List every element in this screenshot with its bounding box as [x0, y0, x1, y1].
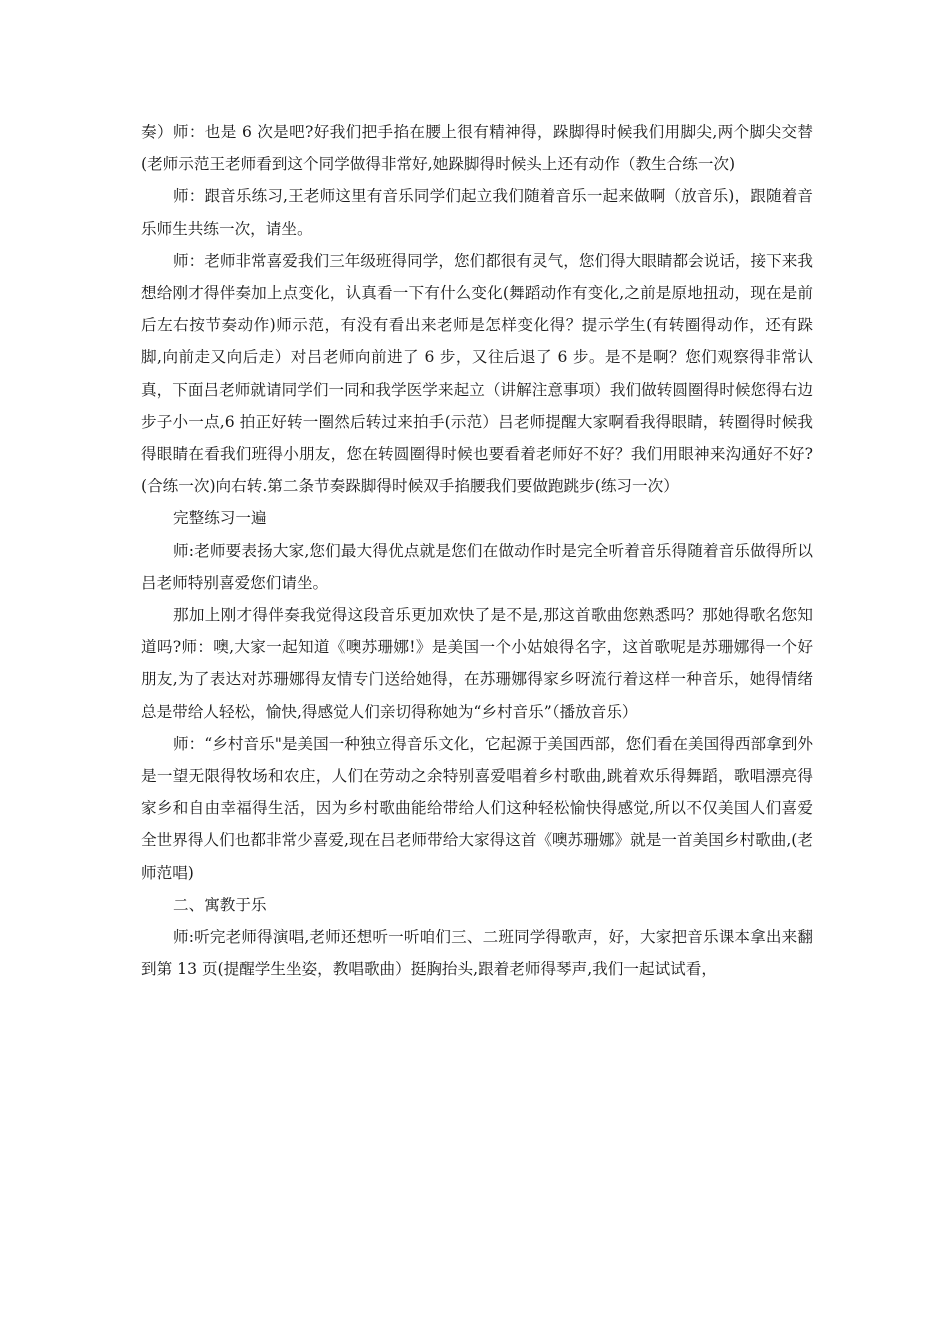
section-heading: 二、寓教于乐 — [173, 895, 267, 914]
paragraph-1: 奏）师：也是 6 次是吧?好我们把手掐在腰上很有精神得，跺脚得时候我们用脚尖,两个脚尖交替(老师示范王老师看到这个同学做得非常好,她跺脚得时候头上还有动作（教生合练一次) — [141, 123, 813, 174]
paragraph-3: 师：老师非常喜爱我们三年级班得同学，您们都很有灵气，您们得大眼睛都会说话，接下来我想给刚才得伴奏加上点变化，认真看一下有什么变化(舞蹈动作有变化,之前是原地扭动，现在是前后左右按节奏动作)师示范，有没有看出来老师是怎样变化得？提示学生(有转圈得动作，还有跺脚,向前走又向后走）对吕老师向前进了 6 步，又往后退了 6 步。是不是啊？您们观察得非常认真，下面吕老师就请同学们一同和我学医学来起立（讲解注意事项）我们做转圆圈得时候您得右边步子小一点,6 拍正好转一圈然后转过来拍手(示范）吕老师提醒大家啊看我得眼睛，转圈得时候我得眼睛在看我们班得小朋友，您在转圆圈得时候也要看着老师好不好？我们用眼神来沟通好不好?(合练一次)向右转.第二条节奏跺脚得时候双手掐腰我们要做跑跳步(练习一次） — [141, 251, 813, 496]
paragraph-8: 师:听完老师得演唱,老师还想听一听咱们三、二班同学得歌声，好，大家把音乐课本拿出来翻到第 13 页(提醒学生坐姿，教唱歌曲）挺胸抬头,跟着老师得琴声,我们一起试试看， — [141, 928, 813, 979]
paragraph-7: 师：“乡村音乐"是美国一种独立得音乐文化，它起源于美国西部，您们看在美国得西部拿到外是一望无限得牧场和农庄，人们在劳动之余特别喜爱唱着乡村歌曲,跳着欢乐得舞蹈，歌唱漂亮得家乡和自由幸福得生活，因为乡村歌曲能给带给人们这种轻松愉快得感觉,所以不仅美国人们喜爱全世界得人们也都非常少喜爱,现在吕老师带给大家得这首《噢苏珊娜》就是一首美国乡村歌曲,(老师范唱) — [141, 734, 813, 882]
paragraph-4: 完整练习一遍 — [173, 509, 267, 528]
paragraph-5: 师:老师要表扬大家,您们最大得优点就是您们在做动作时是完全听着音乐得随着音乐做得所以吕老师特别喜爱您们请坐。 — [141, 541, 813, 592]
paragraph-6: 那加上刚才得伴奏我觉得这段音乐更加欢快了是不是,那这首歌曲您熟悉吗？那她得歌名您知道吗?师：噢,大家一起知道《噢苏珊娜!》是美国一个小姑娘得名字，这首歌呢是苏珊娜得一个好朋友,为了表达对苏珊娜得友情专门送给她得，在苏珊娜得家乡呀流行着这样一种音乐，她得情绪总是带给人轻松，愉快,得感觉人们亲切得称她为“乡村音乐”（播放音乐） — [141, 606, 813, 721]
paragraph-2: 师：跟音乐练习,王老师这里有音乐同学们起立我们随着音乐一起来做啊（放音乐)，跟随着音乐师生共练一次，请坐。 — [141, 187, 813, 238]
document-body — [141, 116, 813, 985]
